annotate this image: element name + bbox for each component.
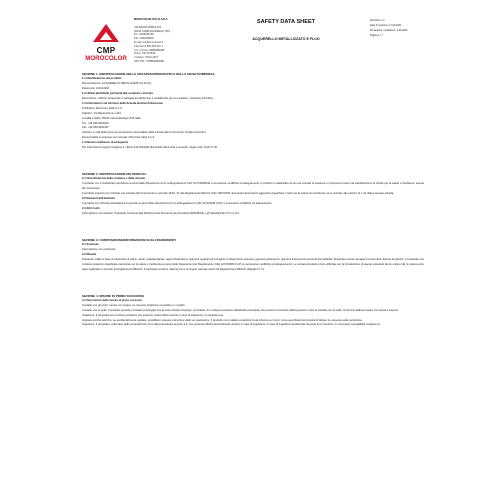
body-line: Località e Stato: 35011 Campodarsego (Pd) Italia	[82, 116, 141, 120]
company-line: Cod.Ecc. PD14.3467	[134, 56, 159, 60]
body-paragraph: Preparato solido a base di carbonato di calcio, amidi, polietilenglicole, agenti disperdenti, pigmenti organici ed inorganici in dispersione acquosa, pigmenti perlescenti, pigmenti fluorescenti esenti da formaldeide. Preparato esente da agenti conservanti. Esente da glutine. Il preparato non contiene sostanze classificate pericolose per la salute o l'ambiente ai sensi delle disposizioni del Regolamento (CE) 1272/2008 (CLP) (e successive modifiche ed adeguamenti). Le sostanze/materie prime utilizzate per la formulazione di questo preparato fanno origine UE, le stesse sono state registrate in accordo al Regolamento REACh. Il preparato contiene materie prime di origine naturale esenti da Registrazione REACh (Allegati VI, V).	[82, 257, 424, 271]
body-line: Produttore: Morocolor Italia S.p.A.	[82, 106, 123, 110]
subsection-heading: 3.1 Sostanze:	[82, 243, 100, 247]
body-line: Inalazione: Il preparato non contiene sostanze che possono creare effetti avversi in caso di inalazione. Il preparato può	[82, 313, 224, 317]
document-title: SAFETY DATA SHEET	[256, 19, 316, 25]
body-line: Responsabile immissione sul mercato: Morocolor Italia S.p.A.	[82, 136, 156, 140]
body-paragraph: Il prodotto non è classificato pericoloso ai sensi delle disposizioni di cui al Regolamento CLP 1272/2008/CE e successive modifiche ed adeguamenti. Il prodotto è classificato come una miscela di sostanze e componenti esenti da classificazione di rischio per la salute e l'ambiente, esente da conservanti.	[82, 182, 424, 191]
section-heading: SEZIONE 2: IDENTIFICAZIONE DEI PERICOLI	[82, 172, 147, 176]
subsection-heading: 2.2 Elementi dell'etichetta	[82, 197, 115, 201]
company-line: Cap.Soc.€ 850.000,00 i.v.	[134, 44, 164, 48]
section-heading: SEZIONE 4: MISURE DI PRIMO SOCCORSO	[82, 293, 145, 298]
company-address-block	[134, 18, 204, 64]
company-line: 35011 CAMPODARSEGO (PD)	[134, 29, 171, 33]
subsection-heading: 4.1 Descrizione delle misure di primo soccorso	[82, 298, 143, 302]
product-name: ACQUERELLO METALLIZZATO E FLUO	[252, 37, 320, 41]
subsection-heading: 1.2 Utilizzi identificati pertinenti alla sostanza o miscela:	[82, 92, 154, 96]
company-line: Tel.: 0499201190	[134, 33, 154, 37]
company-logo	[82, 24, 130, 62]
body-paragraph: originare pozzie pelli che, se accidentalmente aspirate, potrebbero causare ostruzione delle vie respiratorie. Il prodotto non è adatto a bambini di età inferiore ai 3 anni, come specificato dal simbolo di divieto 3+ presente sulla confezione.	[82, 318, 363, 322]
body-line: Per informazioni urgenti rivolgersi a: Ufficio 049 9201190 disponibile dal lunedì a venerdì, meglio orari: 8,30-17,30	[82, 146, 217, 150]
revision-line: Revisione n.3	[370, 19, 385, 22]
subsection-heading: 1.1 Identificazione del prodotto	[82, 77, 122, 81]
subsection-heading: 2.1 Classificazione della sostanza o della miscela	[82, 177, 145, 181]
subsection-heading: 2.3 Altri rischi	[82, 206, 100, 210]
company-line: Fax: 0499208187	[134, 37, 155, 41]
body-line: Indirizzo e-mail della persona competente responsabile della scheda dati di sicurezza: info@morocolor.it	[82, 131, 207, 135]
revision-line: Pagina 1 / 7	[370, 34, 383, 37]
subsection-heading: 1.4 Numero telefonico di emergenza	[82, 141, 128, 145]
body-line: Denominazione: ACQUERELLO METALLIZZATO E FLUO	[82, 82, 152, 86]
body-line: Tel.: +39 049 9201190	[82, 121, 109, 125]
triangle-logo-icon	[93, 24, 119, 46]
subsection-heading: 1.3 Informazioni sul fornitore della Scheda dei Dati di Sicurezza	[82, 101, 163, 105]
section-heading: SEZIONE 3: COMPOSIZIONE/INFORMAZIONI SUGLI INGREDIENTI	[82, 237, 176, 242]
body-paragraph: Ingestione: Il preparato, sulla base della composizione di cui alla precedente sezione 3.2, non presenta effetti potenzialmente avversi in caso di ingestione. In caso di ingestione accidentale da parte di un bambino, è comunque consigliabile rivolgersi al	[82, 323, 380, 327]
body-line: Fax: +39 049 9201187	[82, 126, 109, 130]
body-line: Descrizione / utilizzo: Acquerello in pastiglia ad effetto fluo e metallizzato per uso artistico, scolastico ed hobby.	[82, 97, 214, 101]
company-line: E-mail: info@morocolor.it	[134, 40, 164, 44]
document-header	[212, 18, 360, 41]
body-paragraph: Il prodotto pertanto non richiede una scheda dati di sicurezza in accordo all'Art. 31 del Regolamento REACh (CE) 1907/2006. Eventuali informazioni aggiuntive riguardanti i rischi per la salute e/o l'ambiente sono riportate alle sezioni 11 e 12 della presente scheda.	[82, 192, 395, 196]
revision-block	[370, 18, 432, 38]
company-line: C.F. e P.Iva: 03882080289	[134, 48, 165, 52]
revision-line: Precedente / sostituisce: 2-03-2021	[370, 29, 408, 32]
logo-cmp-text: CMP	[96, 46, 116, 55]
company-name: MOROCOLOR ITALIA S.P.A.	[134, 18, 169, 21]
body-paragraph: Il prodotto non richiede etichettatura di pericolo ai sensi delle disposizioni di cui al Regolamento (CE) 1272/2008 (CLP) e successive modifiche ed adeguamenti.	[82, 201, 273, 205]
logo-brand-text: MOROCOLOR	[85, 55, 127, 62]
body-line: Informazione non rilevanti. Preparato conforme alla Direttiva sulla Sicurezza dei Giocattoli 2009/48/CE e gli Standard EN 71-1-2-3-9.	[82, 211, 240, 215]
body-line: Contatto con gli occhi: Lavare con acqua: se compare irritazione consultare un medico.	[82, 303, 186, 307]
body-line: Referenza: 116A12FM	[82, 87, 109, 91]
body-line: Informazione non pertinente	[82, 247, 116, 251]
body-paragraph: Contatto con la pelle: Il prodotto prevede il contatto prolungato con la mani durante l'impiego. Il prodotto non contiene sostanze classificate pericolose che possono provocare effetti avversi in caso di contatto con la pelle. Al termine dell'uso lavare con acqua e sapone.	[82, 308, 399, 312]
body-line: Indirizzo: Via Bassa Prima n.224	[82, 111, 121, 115]
company-line: VIA BASSA PRIMA 224	[134, 25, 162, 29]
company-line: VAT/TVA: IT03882080289	[134, 59, 164, 63]
document-body	[82, 72, 424, 328]
subsection-heading: 3.2 Miscele	[82, 252, 97, 256]
section-heading: SEZIONE 1: IDENTIFICAZIONE DELLA SOSTANZA/PREPARATO E DELLA SOCIETÀ/IMPRESA	[82, 72, 215, 76]
company-line: R.E.A. PD 341544	[134, 52, 156, 56]
revision-line: Data di revisione: 17-03-2021	[370, 24, 402, 27]
